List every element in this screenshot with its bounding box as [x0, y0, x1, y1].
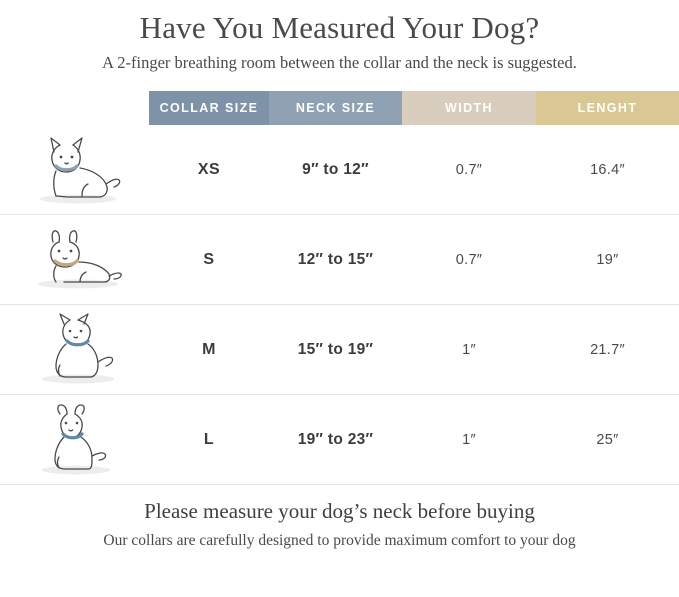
footer-line-1: Please measure your dog’s neck before buying: [144, 499, 535, 523]
cell-collar-size: M: [202, 340, 216, 358]
dog-illustration-cell: [0, 215, 149, 305]
cell-length: 19″: [596, 251, 619, 268]
cell-neck-size: 9″ to 12″: [302, 160, 369, 178]
dog-illustration-cell: [0, 395, 149, 485]
sitting-terrier-with-collar-icon: [20, 310, 130, 390]
cell-collar-size: S: [203, 250, 215, 268]
cell-collar-size: XS: [197, 160, 221, 178]
cell-width: 1″: [462, 341, 476, 358]
cell-neck-size: 12″ to 15″: [297, 250, 374, 268]
column-header-collar-size: COLLAR SIZE: [149, 91, 269, 125]
lying-french-bulldog-with-collar-icon: [20, 220, 130, 300]
sitting-small-dog-with-collar-icon: [20, 130, 130, 210]
cell-width: 1″: [462, 431, 476, 448]
cell-neck-size: 19″ to 23″: [297, 430, 374, 448]
size-chart-table: [0, 91, 679, 485]
footer-line-2: Our collars are carefully designed to provide maximum comfort to your dog: [103, 532, 576, 549]
dog-illustration-cell: [0, 305, 149, 395]
sitting-labrador-with-collar-icon: [20, 400, 130, 480]
table-row: [0, 305, 679, 395]
table-row: [0, 215, 679, 305]
footer: [0, 498, 679, 553]
dog-illustration-cell: [0, 125, 149, 215]
page-title: Have You Measured Your Dog?: [139, 10, 540, 45]
column-header-image: [0, 91, 149, 125]
page-subtitle: A 2-finger breathing room between the collar and the neck is suggested.: [102, 53, 577, 72]
cell-length: 21.7″: [590, 341, 625, 358]
cell-length: 16.4″: [590, 161, 625, 178]
cell-width: 0.7″: [455, 161, 483, 178]
column-header-neck-size: NECK SIZE: [269, 91, 402, 125]
table-header: [0, 91, 679, 125]
table-row: [0, 395, 679, 485]
cell-width: 0.7″: [455, 251, 483, 268]
column-header-length: LENGHT: [536, 91, 679, 125]
table-row: [0, 125, 679, 215]
column-header-width: WIDTH: [402, 91, 536, 125]
table-header-row: [0, 91, 679, 125]
cell-length: 25″: [596, 431, 619, 448]
cell-neck-size: 15″ to 19″: [297, 340, 374, 358]
size-chart-page: [0, 8, 679, 597]
cell-collar-size: L: [203, 430, 215, 448]
table-body: [0, 125, 679, 485]
